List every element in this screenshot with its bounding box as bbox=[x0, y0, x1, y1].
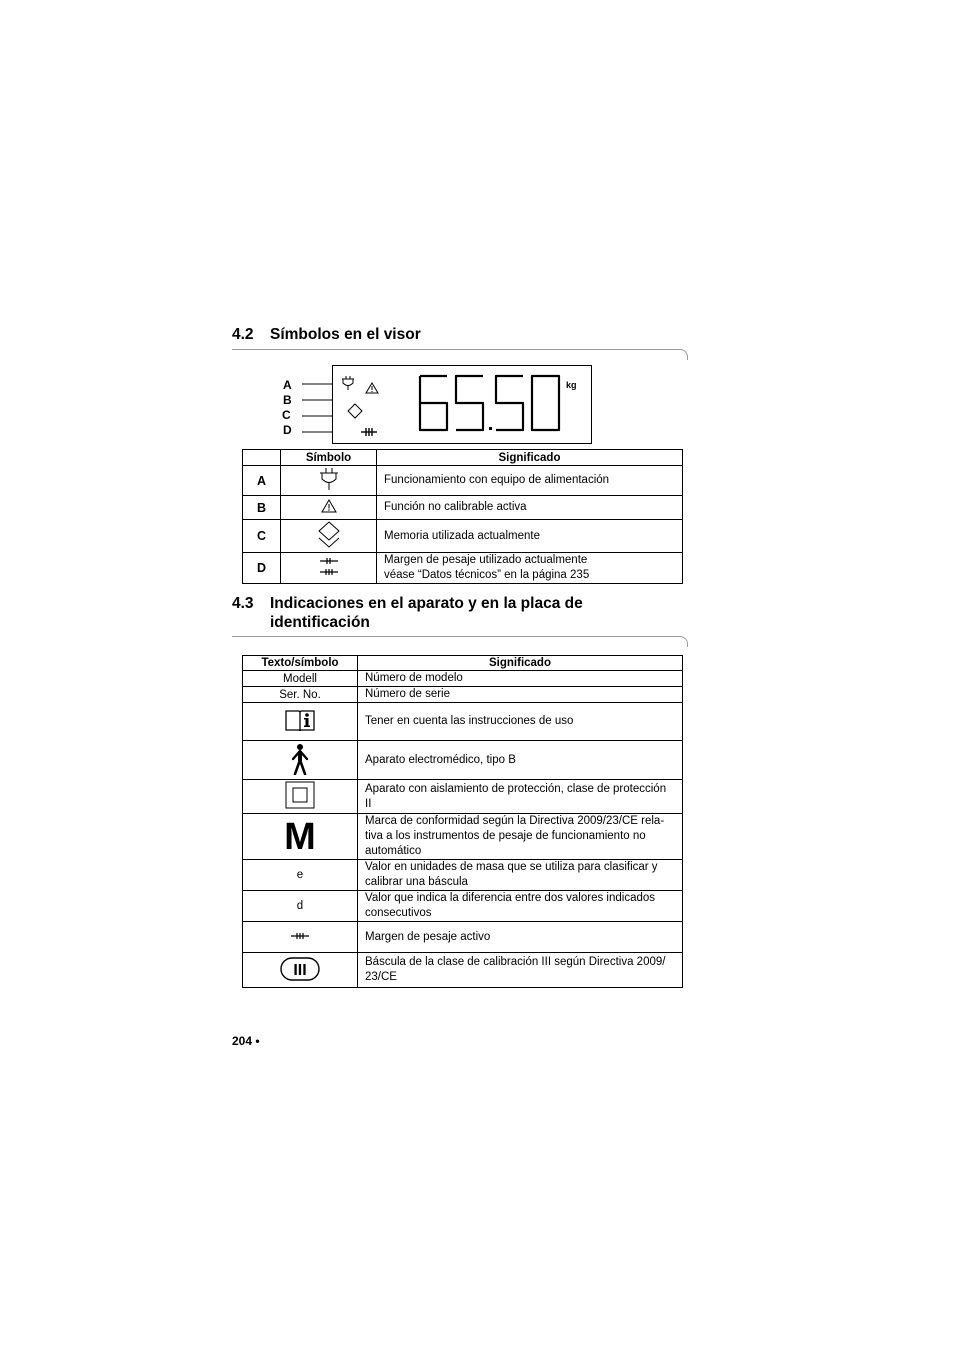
table-row bbox=[243, 814, 683, 860]
meaning-text: automático bbox=[365, 845, 422, 857]
section-number: 4.2 bbox=[232, 326, 254, 343]
row-label: A bbox=[243, 466, 281, 496]
scale-display-panel bbox=[332, 365, 592, 444]
meaning-text: II bbox=[365, 797, 372, 810]
row-label: C bbox=[243, 520, 281, 553]
section-rule bbox=[232, 349, 680, 350]
row-label: B bbox=[243, 496, 281, 520]
meaning-cell bbox=[358, 741, 683, 780]
symbol-text-cell: Modell bbox=[243, 671, 358, 687]
metrology-mark: M bbox=[284, 815, 316, 858]
table-row bbox=[243, 860, 683, 891]
symbols-table bbox=[242, 449, 683, 584]
symbol-cell bbox=[281, 466, 377, 496]
display-label-b: B bbox=[283, 393, 292, 407]
memory-diamond-icon bbox=[316, 521, 342, 549]
meaning-cell bbox=[377, 553, 683, 584]
meaning-text: Aparato con aislamiento de protección, clase de protección bbox=[365, 782, 667, 795]
markings-table bbox=[242, 655, 683, 988]
symbol-text-cell: e bbox=[243, 860, 358, 891]
table-header-cell: Símbolo bbox=[281, 450, 377, 466]
weighing-range-icon bbox=[320, 557, 338, 577]
table-row bbox=[243, 520, 683, 553]
table-row bbox=[243, 687, 683, 703]
meaning-cell bbox=[377, 520, 683, 553]
meaning-text: Función no calibrable activa bbox=[384, 501, 527, 513]
symbol-cell bbox=[243, 780, 358, 814]
symbol-text-cell: Ser. No. bbox=[243, 687, 358, 703]
meaning-cell bbox=[358, 860, 683, 891]
meaning-cell bbox=[358, 687, 683, 703]
symbol-cell bbox=[243, 703, 358, 741]
table-row bbox=[243, 780, 683, 814]
meaning-cell bbox=[358, 671, 683, 687]
unit-label: kg bbox=[566, 380, 577, 390]
table-row bbox=[243, 703, 683, 741]
meaning-text: Número de serie bbox=[365, 688, 451, 700]
section-heading-4-3 bbox=[232, 594, 692, 634]
meaning-text: Margen de pesaje activo bbox=[365, 930, 491, 943]
section-title-line: Indicaciones en el aparato y en la placa de bbox=[270, 595, 583, 612]
table-row bbox=[243, 891, 683, 922]
instructions-book-icon bbox=[285, 709, 315, 731]
row-label: D bbox=[243, 553, 281, 584]
table-row bbox=[243, 922, 683, 953]
meaning-cell bbox=[358, 703, 683, 741]
meaning-cell bbox=[377, 466, 683, 496]
section-title bbox=[270, 594, 670, 632]
meaning-cell bbox=[358, 891, 683, 922]
display-label-c: C bbox=[282, 408, 291, 422]
symbol-cell bbox=[243, 741, 358, 780]
page-number: 204 • bbox=[232, 1034, 260, 1048]
type-b-person-icon bbox=[288, 743, 312, 775]
meaning-text: 23/CE bbox=[365, 971, 397, 983]
meaning-text: Funcionamiento con equipo de alimentación bbox=[384, 474, 610, 486]
meaning-text: Valor en unidades de masa que se utiliza para clasificar y bbox=[365, 861, 658, 873]
warning-triangle-icon bbox=[365, 382, 379, 394]
section-heading-4-2 bbox=[232, 325, 692, 345]
meaning-cell bbox=[358, 953, 683, 988]
symbol-cell bbox=[281, 520, 377, 553]
meaning-text: Valor que indica la diferencia entre dos valores indicados bbox=[365, 892, 656, 904]
table-row bbox=[243, 496, 683, 520]
meaning-text: Báscula de la clase de calibración III según Directiva 2009/ bbox=[365, 956, 666, 968]
memory-diamond-icon bbox=[347, 403, 363, 419]
section-number: 4.3 bbox=[232, 595, 254, 612]
meaning-text: Marca de conformidad según la Directiva 2009/23/CE rela- bbox=[365, 815, 665, 827]
section-rule bbox=[232, 636, 680, 637]
symbol-text-cell: d bbox=[243, 891, 358, 922]
table-row bbox=[243, 953, 683, 988]
protection-class-ii-icon bbox=[285, 781, 315, 809]
meaning-text: Margen de pesaje utilizado actualmente bbox=[384, 554, 588, 566]
meaning-text: calibrar una báscula bbox=[365, 876, 468, 888]
display-label-d: D bbox=[283, 423, 292, 437]
display-label-a: A bbox=[283, 378, 292, 392]
table-header-row bbox=[243, 656, 683, 671]
warning-triangle-icon bbox=[321, 499, 337, 513]
meaning-text: tiva a los instrumentos de pesaje de funcionamiento no bbox=[365, 830, 646, 842]
table-row bbox=[243, 741, 683, 780]
section-rule-hook bbox=[679, 636, 688, 647]
weighing-range-icon bbox=[291, 932, 309, 940]
section-title: Símbolos en el visor bbox=[270, 326, 421, 343]
symbol-cell bbox=[281, 496, 377, 520]
table-header-cell: Significado bbox=[377, 450, 683, 466]
symbol-cell bbox=[243, 922, 358, 953]
meaning-text: Número de modelo bbox=[365, 672, 463, 684]
plug-icon bbox=[341, 376, 355, 390]
meaning-cell bbox=[358, 922, 683, 953]
meaning-text: consecutivos bbox=[365, 907, 432, 919]
plug-icon bbox=[319, 468, 339, 490]
table-header-row bbox=[243, 450, 683, 466]
table-row bbox=[243, 553, 683, 584]
table-header-cell: Significado bbox=[358, 656, 683, 671]
symbol-cell bbox=[243, 814, 358, 860]
meaning-text: Tener en cuenta las instrucciones de uso bbox=[365, 715, 574, 727]
meaning-text: Memoria utilizada actualmente bbox=[384, 529, 540, 542]
table-header-cell bbox=[243, 450, 281, 466]
meaning-text: Aparato electromédico, tipo B bbox=[365, 753, 516, 766]
accuracy-class-iii-icon bbox=[280, 957, 320, 981]
table-row bbox=[243, 671, 683, 687]
section-rule-hook bbox=[679, 349, 688, 360]
meaning-cell bbox=[377, 496, 683, 520]
section-title-line: identificación bbox=[270, 614, 370, 631]
accuracy-class-label: III bbox=[293, 961, 307, 979]
meaning-text: véase “Datos técnicos” en la página 235 bbox=[384, 569, 590, 581]
symbol-cell bbox=[243, 953, 358, 988]
symbol-cell bbox=[281, 553, 377, 584]
meaning-cell bbox=[358, 814, 683, 860]
weighing-range-icon bbox=[361, 428, 377, 436]
meaning-cell bbox=[358, 780, 683, 814]
weight-readout bbox=[417, 372, 567, 434]
table-header-cell: Texto/símbolo bbox=[243, 656, 358, 671]
table-row bbox=[243, 466, 683, 496]
